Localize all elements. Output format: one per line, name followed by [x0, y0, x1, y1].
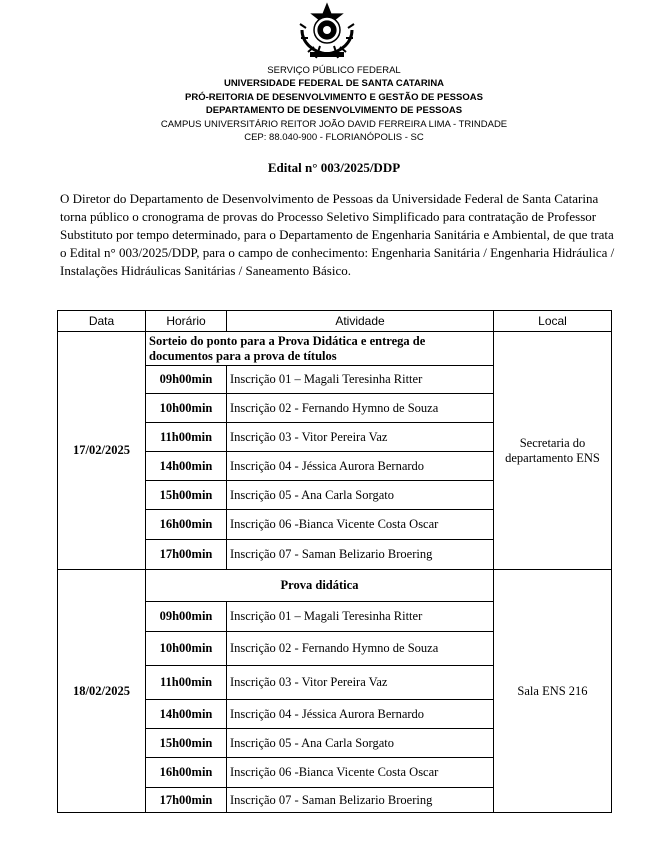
header-activity: Atividade — [227, 311, 494, 332]
schedule-table — [57, 310, 612, 813]
row-activity: Inscrição 05 - Ana Carla Sorgato — [227, 729, 494, 758]
row-time: 16h00min — [146, 758, 227, 788]
header-line-pro-rectorate: PRÓ-REITORIA DE DESENVOLVIMENTO E GESTÃO DE PESSOAS — [185, 91, 483, 103]
row-activity: Inscrição 02 - Fernando Hymno de Souza — [227, 632, 494, 666]
block-location: Sala ENS 216 — [494, 570, 612, 813]
header-line-campus: CAMPUS UNIVERSITÁRIO REITOR JOÃO DAVID FERREIRA LIMA - TRINDADE — [160, 118, 508, 130]
row-activity: Inscrição 03 - Vitor Pereira Vaz — [227, 423, 494, 452]
block-section-title: Prova didática — [146, 570, 494, 602]
row-time: 14h00min — [146, 452, 227, 481]
row-time: 11h00min — [146, 423, 227, 452]
block-date: 18/02/2025 — [58, 570, 146, 813]
header-line-cep: CEP: 88.040-900 - FLORIANÓPOLIS - SC — [244, 132, 424, 144]
row-time: 09h00min — [146, 602, 227, 632]
row-time: 10h00min — [146, 394, 227, 423]
row-activity: Inscrição 04 - Jéssica Aurora Bernardo — [227, 700, 494, 729]
row-time: 10h00min — [146, 632, 227, 666]
row-activity: Inscrição 03 - Vitor Pereira Vaz — [227, 666, 494, 700]
row-activity: Inscrição 06 -Bianca Vicente Costa Oscar — [227, 758, 494, 788]
row-activity: Inscrição 02 - Fernando Hymno de Souza — [227, 394, 494, 423]
row-time: 16h00min — [146, 510, 227, 540]
document-title: Edital n° 003/2025/DDP — [267, 160, 401, 175]
row-activity: Inscrição 06 -Bianca Vicente Costa Oscar — [227, 510, 494, 540]
row-time: 14h00min — [146, 700, 227, 729]
header-line-university: UNIVERSIDADE FEDERAL DE SANTA CATARINA — [223, 78, 445, 90]
block-location: Secretaria do departamento ENS — [494, 332, 612, 570]
row-activity: Inscrição 01 – Magali Teresinha Ritter — [227, 366, 494, 394]
coat-of-arms-icon — [296, 2, 358, 60]
header-time: Horário — [146, 311, 227, 332]
intro-paragraph: O Diretor do Departamento de Desenvolvimento de Pessoas da Universidade Federal de Santa Catarina torna público o cronograma de provas do Processo Seletivo Simplificado para contratação de Professor Substituto por tempo determinado, para o Departamento de Engenharia Sanitária e Ambiental, de que trata o Edital n° 003/2025/DDP, para o campo de conhecimento: Engenharia Sanitária / Engenharia Hidráulica / Instalações Hidráulicas Sanitárias / Saneamento Básico. — [60, 191, 615, 278]
table-header-row — [58, 311, 612, 332]
row-time: 11h00min — [146, 666, 227, 700]
row-time: 15h00min — [146, 481, 227, 510]
row-time: 15h00min — [146, 729, 227, 758]
row-activity: Inscrição 01 – Magali Teresinha Ritter — [227, 602, 494, 632]
row-time: 17h00min — [146, 540, 227, 570]
block-section-title: Sorteio do ponto para a Prova Didática e entrega de documentos para a prova de títulos — [146, 332, 494, 366]
row-time: 09h00min — [146, 366, 227, 394]
row-activity: Inscrição 05 - Ana Carla Sorgato — [227, 481, 494, 510]
header-line-department: DEPARTAMENTO DE DESENVOLVIMENTO DE PESSOAS — [205, 105, 463, 117]
header-line-service: SERVIÇO PÚBLICO FEDERAL — [267, 65, 401, 76]
row-activity: Inscrição 07 - Saman Belizario Broering — [227, 788, 494, 813]
row-time: 17h00min — [146, 788, 227, 813]
table-row — [58, 332, 612, 366]
header-location: Local — [494, 311, 612, 332]
row-activity: Inscrição 04 - Jéssica Aurora Bernardo — [227, 452, 494, 481]
row-activity: Inscrição 07 - Saman Belizario Broering — [227, 540, 494, 570]
institution-header — [0, 64, 668, 144]
table-row — [58, 570, 612, 602]
block-date: 17/02/2025 — [58, 332, 146, 570]
header-date: Data — [58, 311, 146, 332]
